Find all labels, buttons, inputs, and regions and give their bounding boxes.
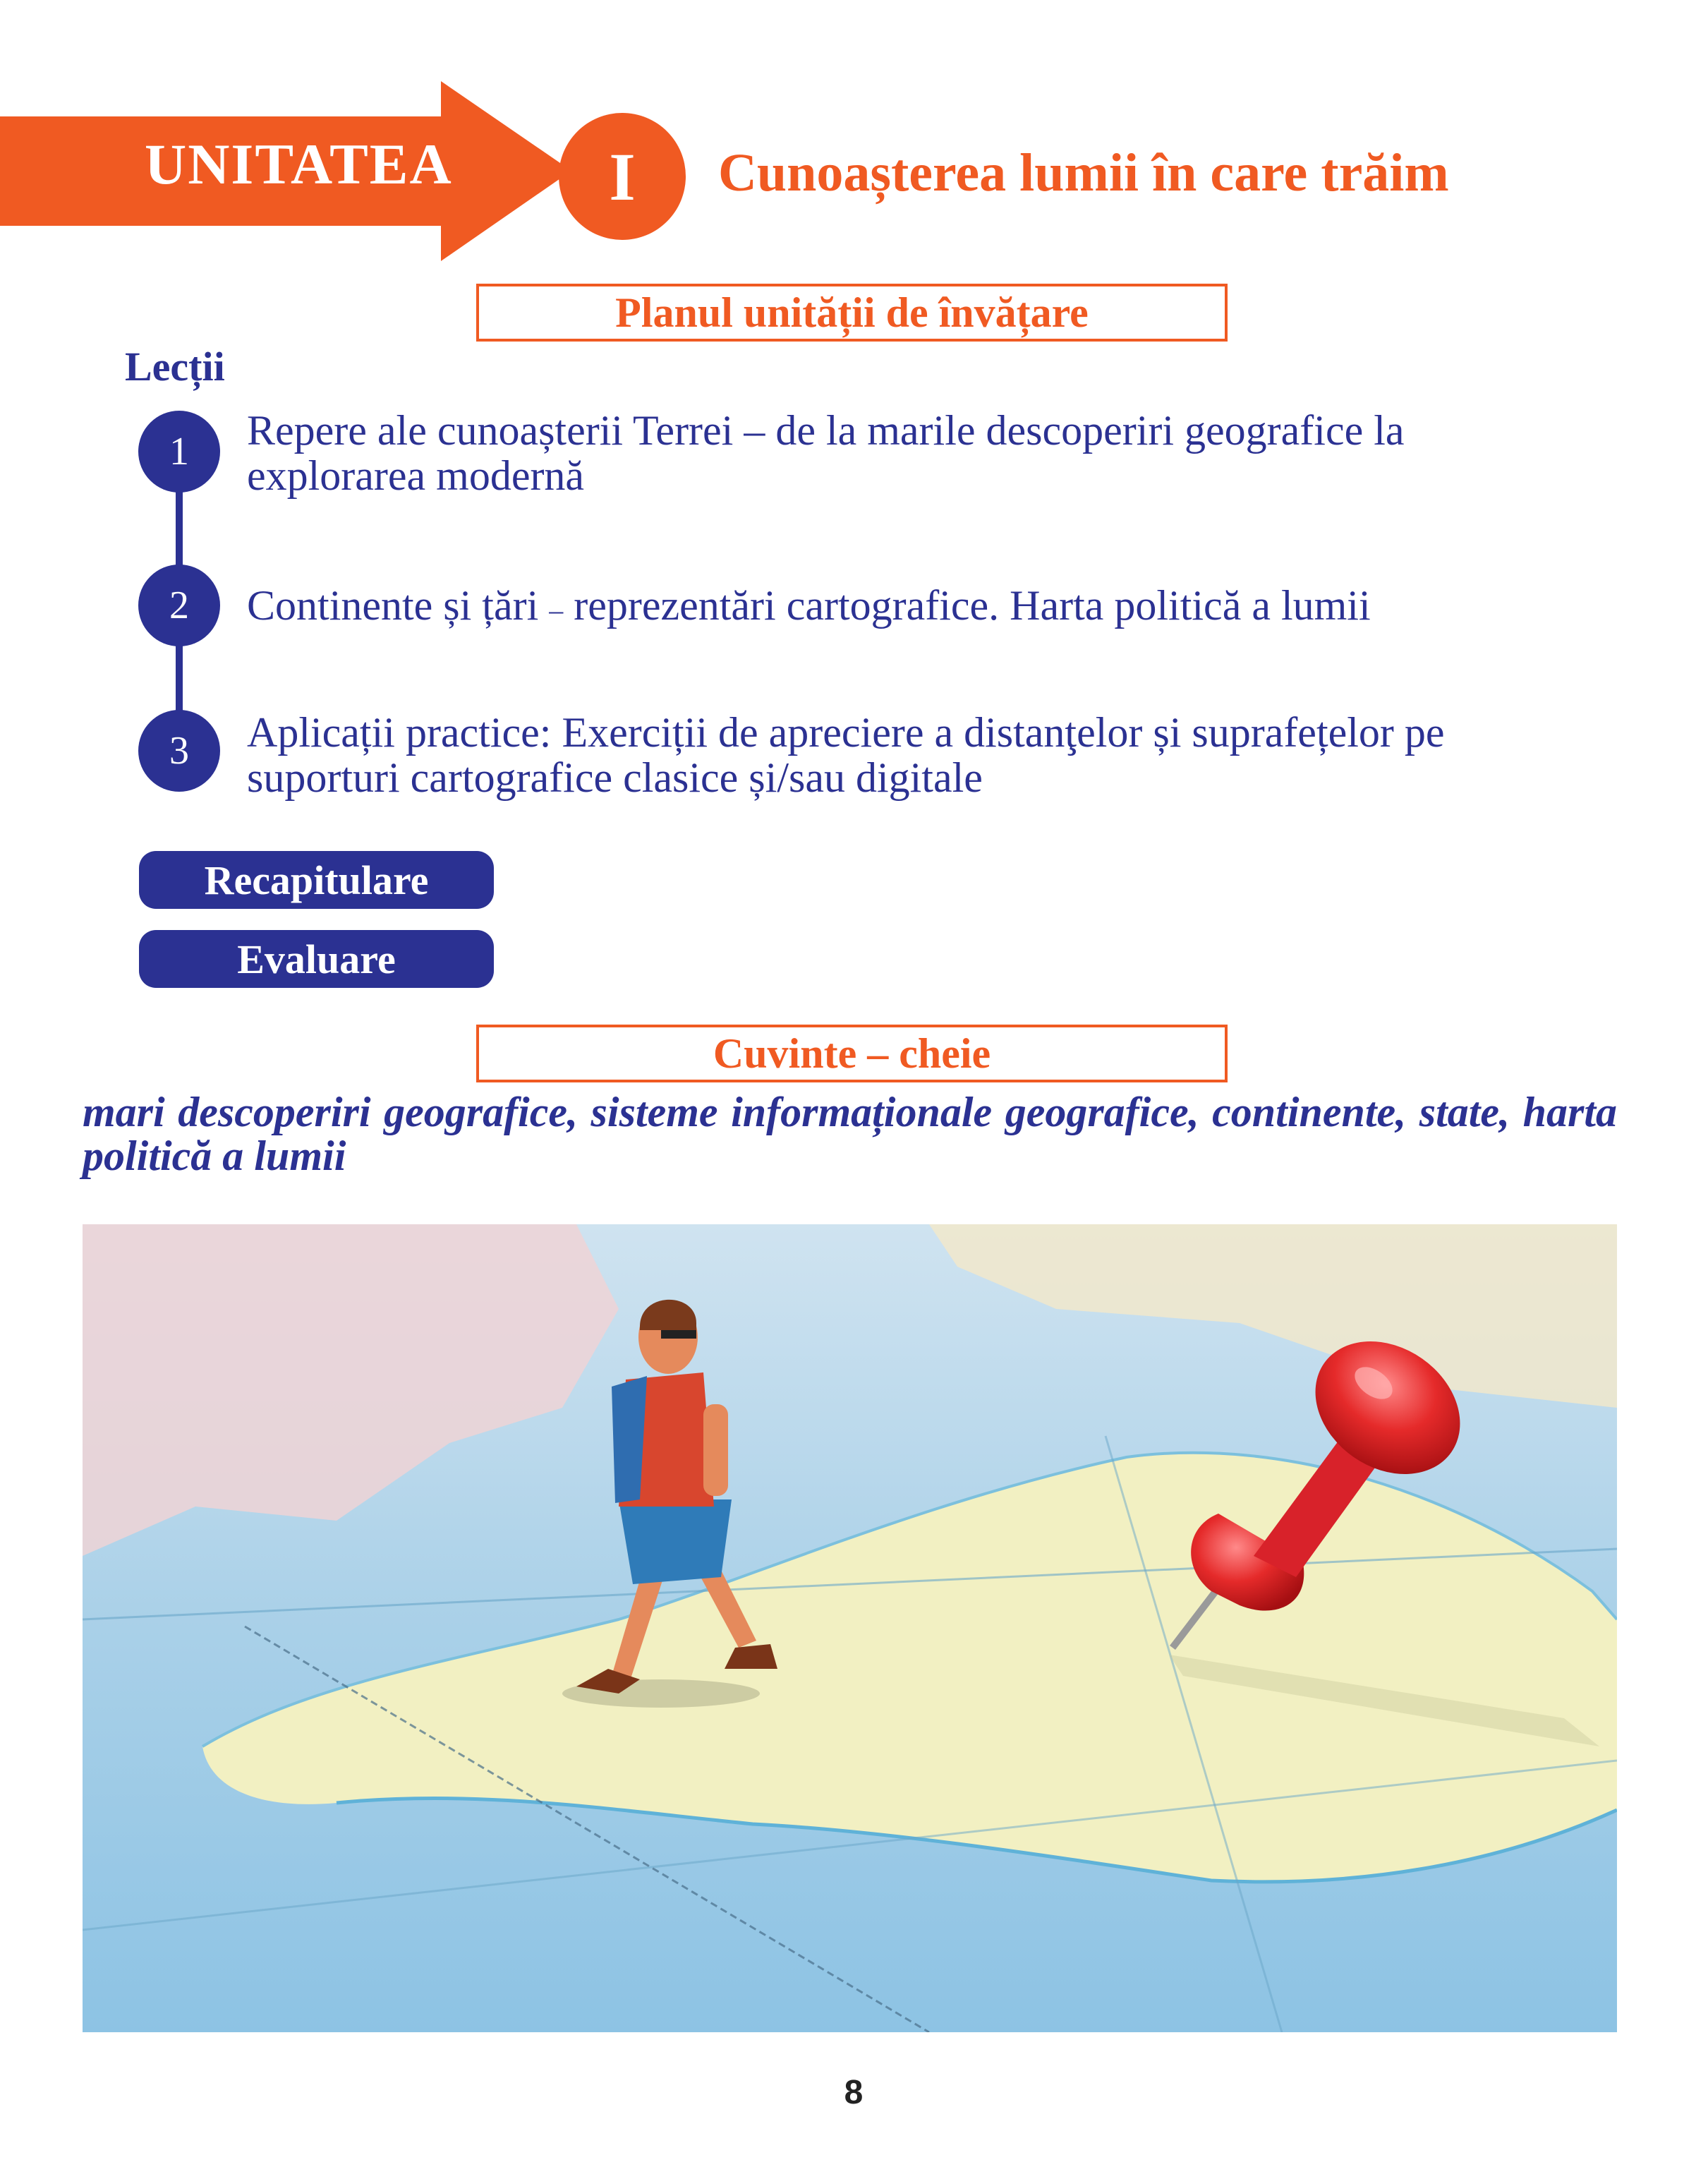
lesson-3-line-2: suporturi cartografice clasice și/sau digitale [247,754,983,801]
unit-number-badge: I [559,113,686,240]
page-number: 8 [844,2074,864,2111]
map-figurine-pushpin-photo [83,1224,1617,2032]
lesson-2-dash: – [549,594,564,626]
lesson-2-part-1: Continente și țări [247,582,539,629]
lesson-1-line-1: Repere ale cunoașterii Terrei – de la marile descoperiri geografice la [247,407,1405,454]
lesson-3 [247,710,1623,800]
lesson-2 [247,583,1623,633]
lesson-2-part-2: reprezentări cartografice. Harta politică a lumii [574,582,1371,629]
lesson-number-2: 2 [138,565,220,646]
keywords-title: Cuvinte – cheie [476,1025,1228,1082]
unit-label: UNITATEA [145,132,453,196]
lesson-number-1: 1 [138,411,220,493]
lesson-number-3: 3 [138,710,220,792]
lesson-1 [247,408,1623,498]
unit-title: Cunoașterea lumii în care trăim [718,143,1449,203]
lesson-1-line-2: explorarea modernă [247,452,585,499]
plan-title: Planul unității de învățare [476,284,1228,342]
lessons-heading: Lecții [125,344,225,390]
keywords-text: mari descoperiri geografice, sisteme informaționale geografice, continente, state, harta politică a lumii [83,1089,1617,1179]
lesson-3-line-1: Aplicații practice: Exerciții de apreciere a distanţelor și suprafețelor pe [247,709,1445,756]
evaluare-label: Evaluare [139,930,494,988]
recapitulare-label: Recapitulare [139,851,494,909]
